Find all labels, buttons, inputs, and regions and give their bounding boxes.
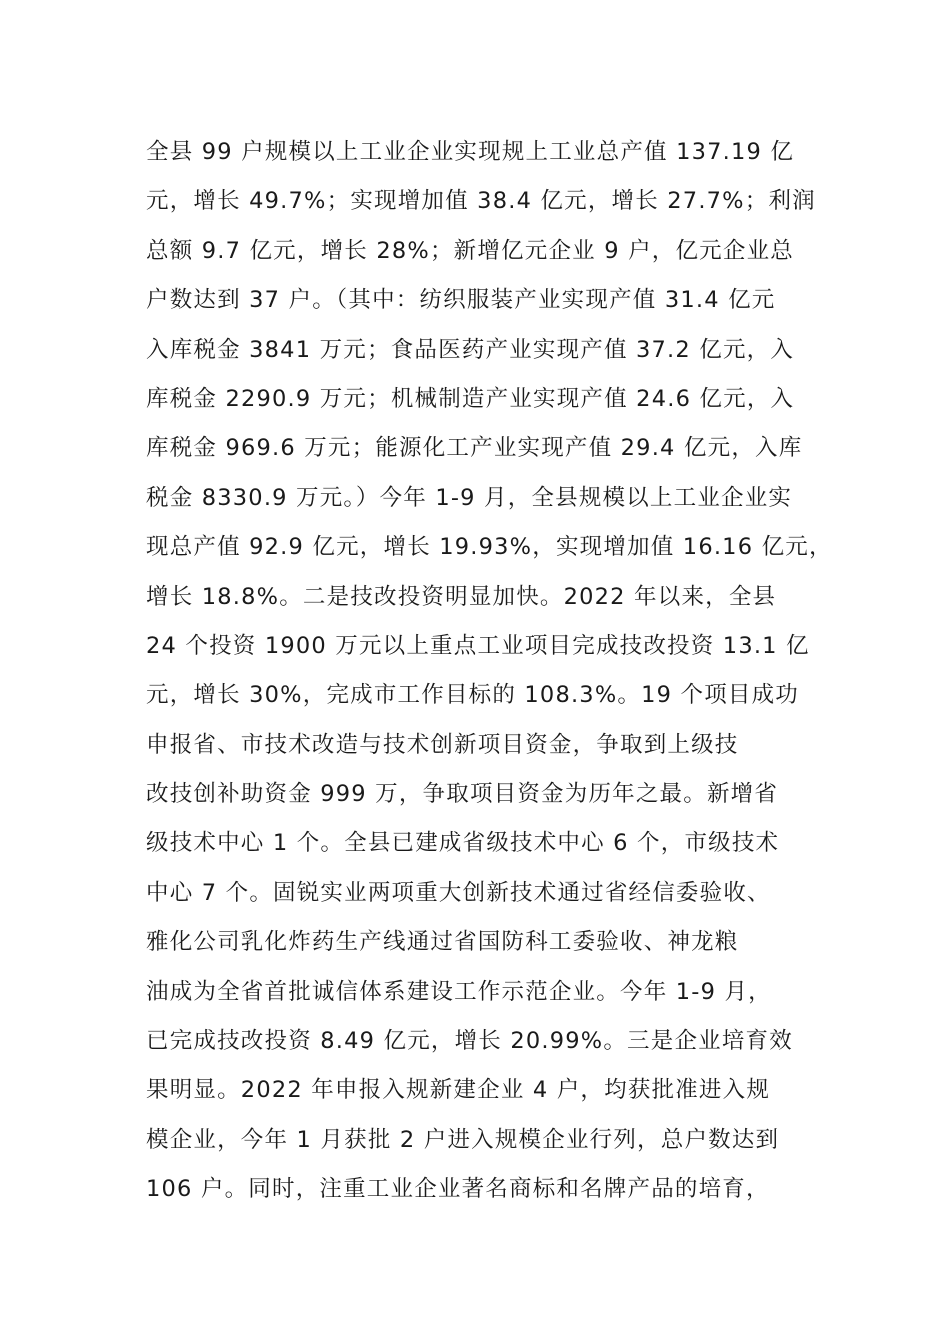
text-line-4: 户数达到 37 户。（其中：纺织服装产业实现产值 31.4 亿元: [146, 287, 776, 314]
text-line-22: 106 户。同时，注重工业企业著名商标和名牌产品的培育，: [146, 1176, 770, 1203]
text-line-19: 已完成技改投资 8.49 亿元，增长 20.99%。三是企业培育效: [146, 1028, 793, 1055]
body-paragraph: [146, 128, 833, 1215]
text-line-9: 现总产值 92.9 亿元，增长 19.93%，实现增加值 16.16 亿元，: [146, 534, 833, 561]
text-line-13: 申报省、市技术改造与技术创新项目资金，争取到上级技: [146, 731, 739, 758]
text-line-11: 24 个投资 1900 万元以上重点工业项目完成技改投资 13.1 亿: [146, 632, 810, 659]
text-line-20: 果明显。2022 年申报入规新建企业 4 户，均获批准进入规: [146, 1077, 771, 1104]
text-line-1: 全县 99 户规模以上工业企业实现规上工业总产值 137.19 亿: [146, 139, 795, 165]
text-line-10: 增长 18.8%。二是技改投资明显加快。2022 年以来，全县: [146, 583, 777, 610]
text-line-3: 总额 9.7 亿元，增长 28%；新增亿元企业 9 户，亿元企业总: [146, 237, 794, 264]
text-line-2: 元，增长 49.7%；实现增加值 38.4 亿元，增长 27.7%；利润: [146, 188, 816, 215]
text-line-14: 改技创补助资金 999 万，争取项目资金为历年之最。新增省: [146, 781, 779, 808]
text-line-18: 油成为全省首批诚信体系建设工作示范企业。今年 1-9 月，: [146, 978, 772, 1005]
text-line-7: 库税金 969.6 万元；能源化工产业实现产值 29.4 亿元，入库: [146, 435, 803, 462]
text-line-5: 入库税金 3841 万元；食品医药产业实现产值 37.2 亿元，入: [146, 336, 795, 363]
text-line-15: 级技术中心 1 个。全县已建成省级技术中心 6 个，市级技术: [146, 830, 780, 857]
text-line-12: 元，增长 30%，完成市工作目标的 108.3%。19 个项目成功: [146, 682, 799, 709]
text-line-6: 库税金 2290.9 万元；机械制造产业实现产值 24.6 亿元，入: [146, 385, 795, 412]
text-line-21: 模企业，今年 1 月获批 2 户进入规模企业行列，总户数达到: [146, 1126, 780, 1153]
text-line-16: 中心 7 个。固锐实业两项重大创新技术通过省经信委验收、: [146, 879, 771, 906]
text-line-17: 雅化公司乳化炸药生产线通过省国防科工委验收、神龙粮: [146, 929, 739, 956]
text-line-8: 税金 8330.9 万元。）今年 1-9 月，全县规模以上工业企业实: [146, 484, 793, 511]
